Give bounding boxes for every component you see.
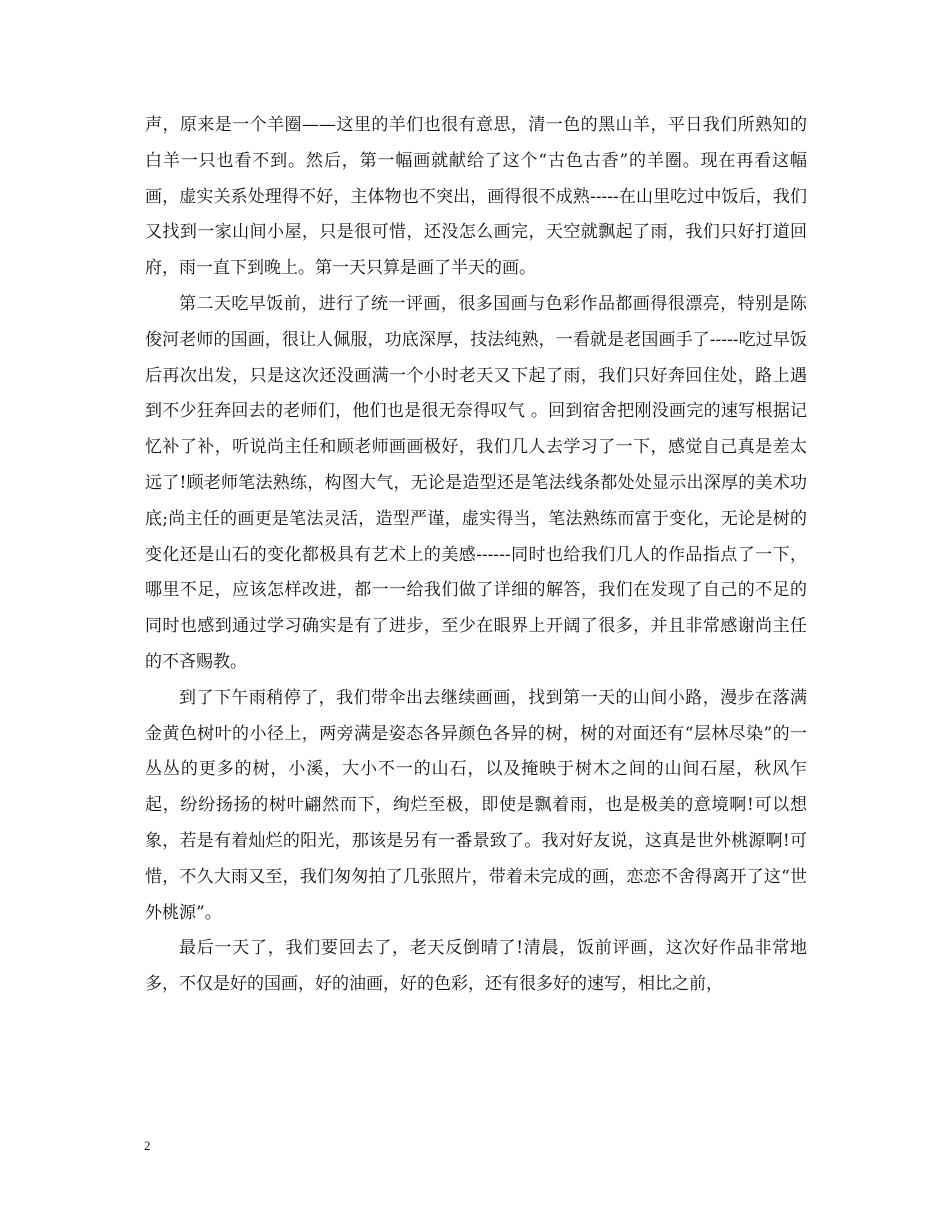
paragraph-4: 最后一天了，我们要回去了，老天反倒晴了!清晨，饭前评画，这次好作品非常地多，不仅是好的国画，好的油画，好的色彩，还有很多好的速写，相比之前， xyxy=(145,938,807,995)
body-text xyxy=(145,108,807,1003)
paragraph-3: 到了下午雨稍停了，我们带伞出去继续画画，找到第一天的山间小路，漫步在落满金黄色树叶的小径上，两旁满是姿态各异颜色各异的树，树的对面还有“层林尽染”的一丛丛的更多的树，小溪，大小不一的山石，以及掩映于树木之间的山间石屋，秋风乍起，纷纷扬扬的树叶翩然而下，绚烂至极，即使是飘着雨，也是极美的意境啊!可以想象，若是有着灿烂的阳光，那该是另有一番景致了。我对好友说，这真是世外桃源啊!可惜，不久大雨又至，我们匆匆拍了几张照片，带着未完成的画，恋恋不舍得离开了这“世外桃源”。 xyxy=(145,687,807,923)
paragraph-2: 第二天吃早饭前，进行了统一评画，很多国画与色彩作品都画得很漂亮，特别是陈俊河老师的国画，很让人佩服，功底深厚，技法纯熟，一看就是老国画手了-----吃过早饭后再次出发，只是这次还没画满一个小时老天又下起了雨，我们只好奔回住处，路上遇到不少狂奔回去的老师们，他们也是很无奈得叹气 。回到宿舍把刚没画完的速写根据记忆补了补，听说尚主任和顾老师画画极好，我们几人去学习了一下，感觉自己真是差太远了!顾老师笔法熟练，构图大气，无论是造型还是笔法线条都处处显示出深厚的美术功底;尚主任的画更是笔法灵活，造型严谨，虚实得当，笔法熟练而富于变化，无论是树的变化还是山石的变化都极具有艺术上的美感------同时也给我们几人的作品指点了一下，哪里不足，应该怎样改进，都一一给我们做了详细的解答，我们在发现了自己的不足的同时也感到通过学习确实是有了进步，至少在眼界上开阔了很多，并且非常感谢尚主任的不吝赐教。 xyxy=(145,293,807,672)
page-number: 2 xyxy=(144,1138,151,1153)
paragraph-1: 声，原来是一个羊圈——这里的羊们也很有意思，清一色的黑山羊，平日我们所熟知的白羊一只也看不到。然后，第一幅画就献给了这个“古色古香”的羊圈。现在再看这幅画，虚实关系处理得不好，主体物也不突出，画得很不成熟-----在山里吃过中饭后，我们又找到一家山间小屋，只是很可惜，还没怎么画完，天空就飘起了雨，我们只好打道回府，雨一直下到晚上。第一天只算是画了半天的画。 xyxy=(145,115,807,279)
